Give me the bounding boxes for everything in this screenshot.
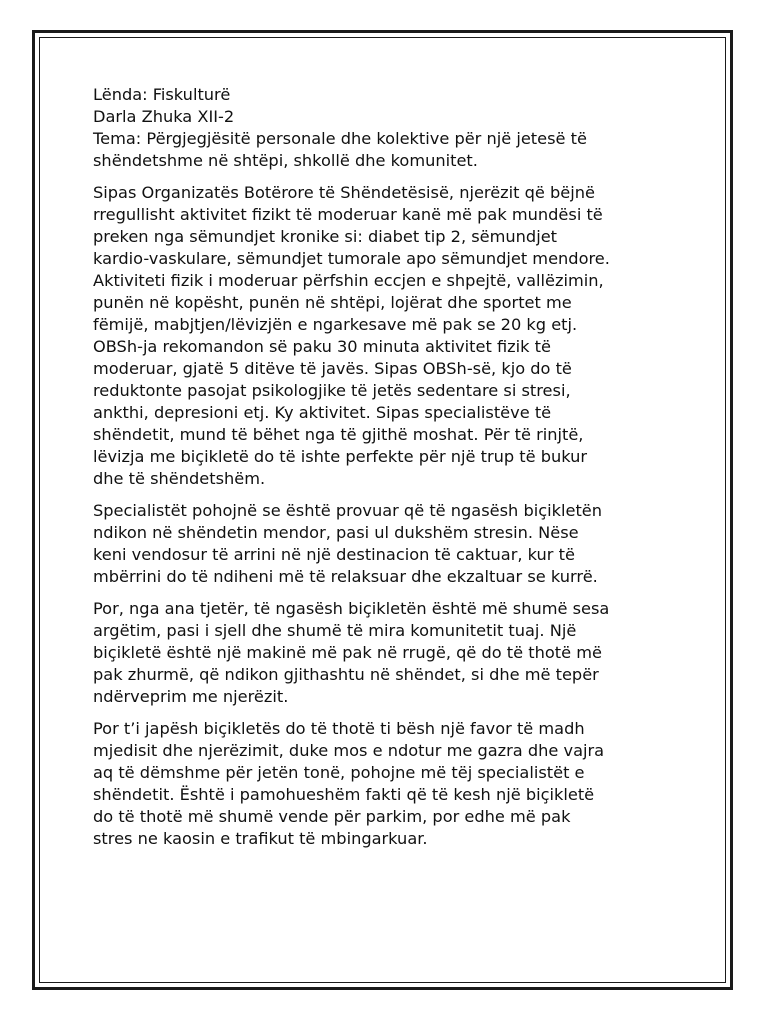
subject-line: Lënda: Fiskulturë [93, 85, 231, 104]
topic-line-2: shëndetshme në shtëpi, shkollë dhe komunitet. [93, 151, 478, 170]
paragraph-community: Por, nga ana tjetër, të ngasësh biçikletën është më shumë sesa argëtim, pasi i sjell dhe shumë të mira komunitetit tuaj. Një biçikletë është një makinë më pak në rrugë, që do të thotë më pak zhurmë, që ndikon gjithashtu në shëndet, si dhe më tepër ndërveprim me njerëzit. [93, 599, 610, 706]
paragraph-mental-health: Specialistët pohojnë se është provuar që të ngasësh biçikletën ndikon në shëndetin mendor, pasi ul dukshëm stresin. Nëse keni vendosur të arrini në një destinacion të caktuar, kur të mbërrini do të ndiheni më të relaksuar dhe ekzaltuar se kurrë. [93, 501, 603, 586]
paragraph-environment: Por t’i japësh biçikletës do të thotë ti bësh një favor të madh mjedisit dhe njerëzimit, duke mos e ndotur me gazra dhe vajra aq të dëmshme për jetën tonë, pohojne më tëj specialistët e shëndetit. Është i pamohueshëm fakti që të kesh një biçikletë do të thotë më shumë vende për parkim, por edhe më pak stres ne kaosin e trafikut të mbingarkuar. [93, 719, 605, 848]
document-body [93, 84, 683, 850]
paragraph-health-benefits: Sipas Organizatës Botërore të Shëndetësisë, njerëzit që bëjnë rregullisht aktivitet fizikt të moderuar kanë më pak mundësi të preken nga sëmundjet kronike si: diabet tip 2, sëmundjet kardio-vaskulare, sëmundjet tumorale apo sëmundjet mendore. Aktiviteti fizik i moderuar përfshin eccjen e shpejtë, vallëzimin, punën në kopësht, punën në shtëpi, lojërat dhe sportet me fëmijë, mabjtjen/lëvizjën e ngarkesave më pak se 20 kg etj. OBSh-ja rekomandon së paku 30 minuta aktivitet fizik të moderuar, gjatë 5 ditëve të javës. Sipas OBSh-së, kjo do të reduktonte pasojat psikologjike të jetës sedentare si stresi, ankthi, depresioni etj. Ky aktivitet. Sipas specialistëve të shëndetit, mund të bëhet nga të gjithë moshat. Për të rinjtë, lëvizja me biçikletë do të ishte perfekte për një trup të bukur dhe të shëndetshëm. [93, 183, 610, 488]
topic-line-1: Tema: Përgjegjësitë personale dhe kolektive për një jetesë të [93, 129, 587, 148]
student-line: Darla Zhuka XII-2 [93, 107, 235, 126]
